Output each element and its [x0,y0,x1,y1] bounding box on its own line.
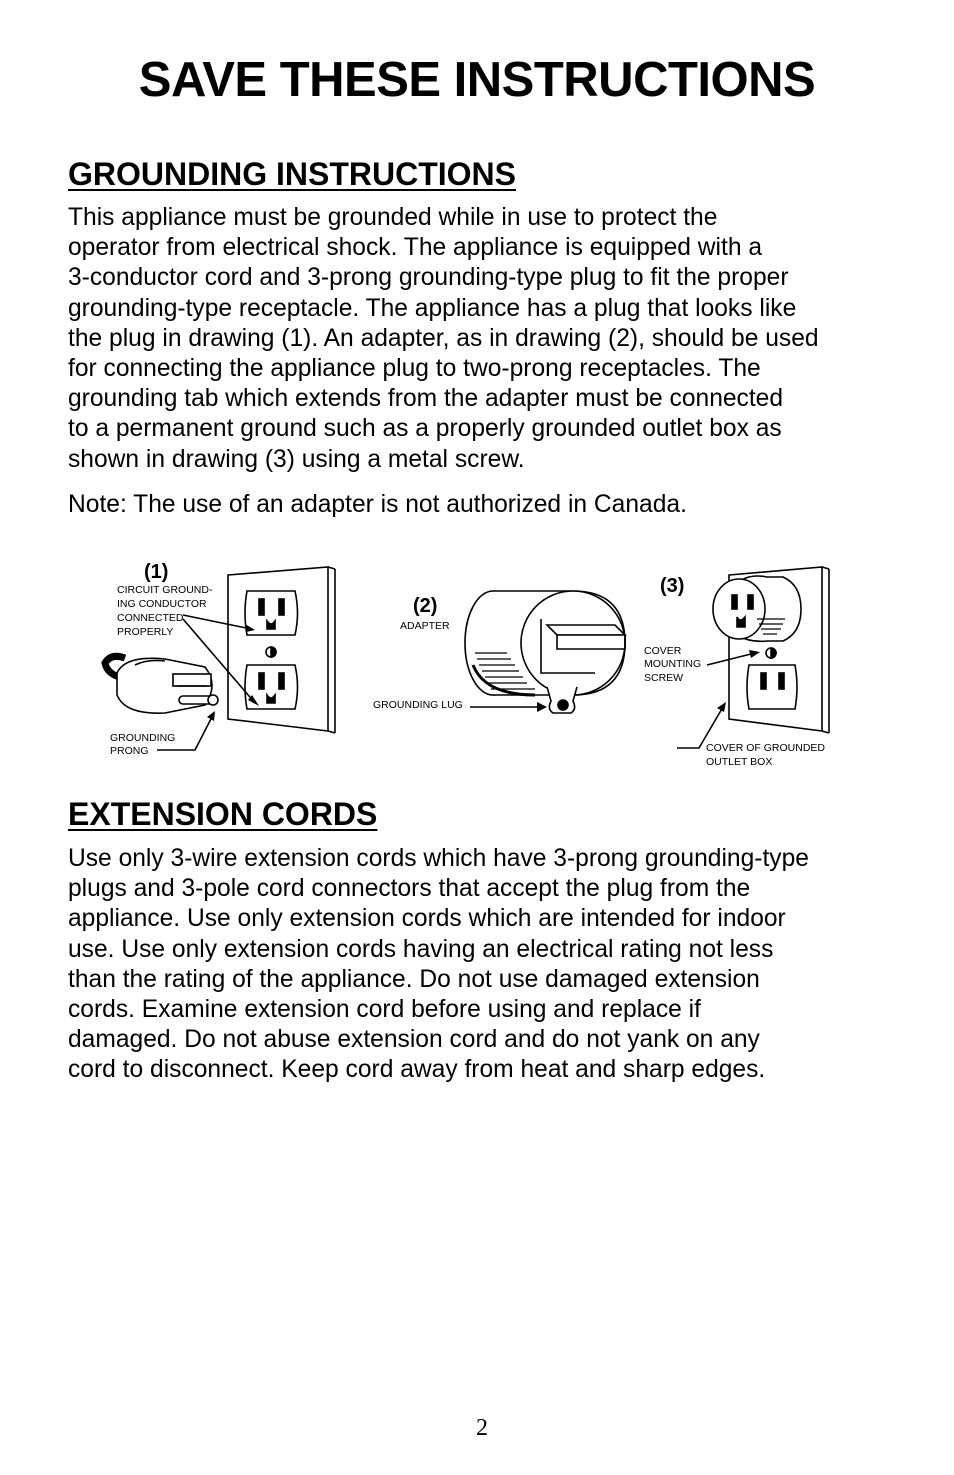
text-line: plugs and 3-pole cord connectors that accept the plug from the [68,875,751,903]
text-line: 3-conductor cord and 3-prong grounding-type plug to fit the proper [68,264,789,292]
drawing-1-outlet [228,567,335,733]
grounding-paragraph [68,203,898,475]
drawing-2-adapter [465,591,625,713]
text-line: Use only 3-wire extension cords which have 3-prong grounding-type [68,845,809,872]
grounding-heading: GROUNDING INSTRUCTIONS [68,156,516,192]
drawing-1-plug [105,656,218,713]
text-line: shown in drawing (3) using a metal screw. [68,445,525,473]
page-number: 2 [476,1415,488,1441]
text-line: operator from electrical shock. The appliance is equipped with a [68,234,763,262]
text-line: than the rating of the appliance. Do not use damaged extension [68,965,760,993]
page-title: SAVE THESE INSTRUCTIONS [138,53,816,107]
cover-screw-label: COVER MOUNTING SCREW [644,645,702,684]
outlet-box-label: COVER OF GROUNDED OUTLET BOX [706,742,826,768]
conductor-label: CIRCUIT GROUND- ING CONDUCTOR CONNECTED PROPERLY [117,584,213,638]
text-line: to a permanent ground such as a properly grounded outlet box as [68,415,782,443]
canada-note: Note: The use of an adapter is not authorized in Canada. [68,491,687,518]
text-line: for connecting the appliance plug to two-prong receptacles. The [68,355,761,383]
text-line: damaged. Do not abuse extension cord and do not yank on any [68,1026,760,1054]
text-line: grounding-type receptacle. The appliance has a plug that looks like [68,294,797,322]
text-line: the plug in drawing (1). An adapter, as in drawing (2), should be used [68,324,819,352]
drawing-3-number: (3) [660,575,685,597]
text-line: grounding tab which extends from the adapter must be connected [68,385,784,413]
text-line: use. Use only extension cords having an electrical rating not less [68,935,774,963]
grounding-prong-label: GROUNDING PRONG [110,732,176,757]
extension-paragraph [68,844,898,1086]
text-line: cord to disconnect. Keep cord away from heat and sharp edges. [68,1056,766,1084]
text-line: cords. Examine extension cord before using and replace if [68,996,701,1024]
text-line: appliance. Use only extension cords which are intended for indoor [68,905,786,933]
drawing-1-number: (1) [144,561,169,583]
adapter-label: ADAPTER [400,620,450,632]
text-line: This appliance must be grounded while in use to protect the [68,204,718,231]
drawing-2-number: (2) [413,595,438,617]
grounding-drawings [95,555,865,775]
grounding-lug-label: GROUNDING LUG [373,699,463,711]
extension-heading: EXTENSION CORDS [68,796,378,832]
